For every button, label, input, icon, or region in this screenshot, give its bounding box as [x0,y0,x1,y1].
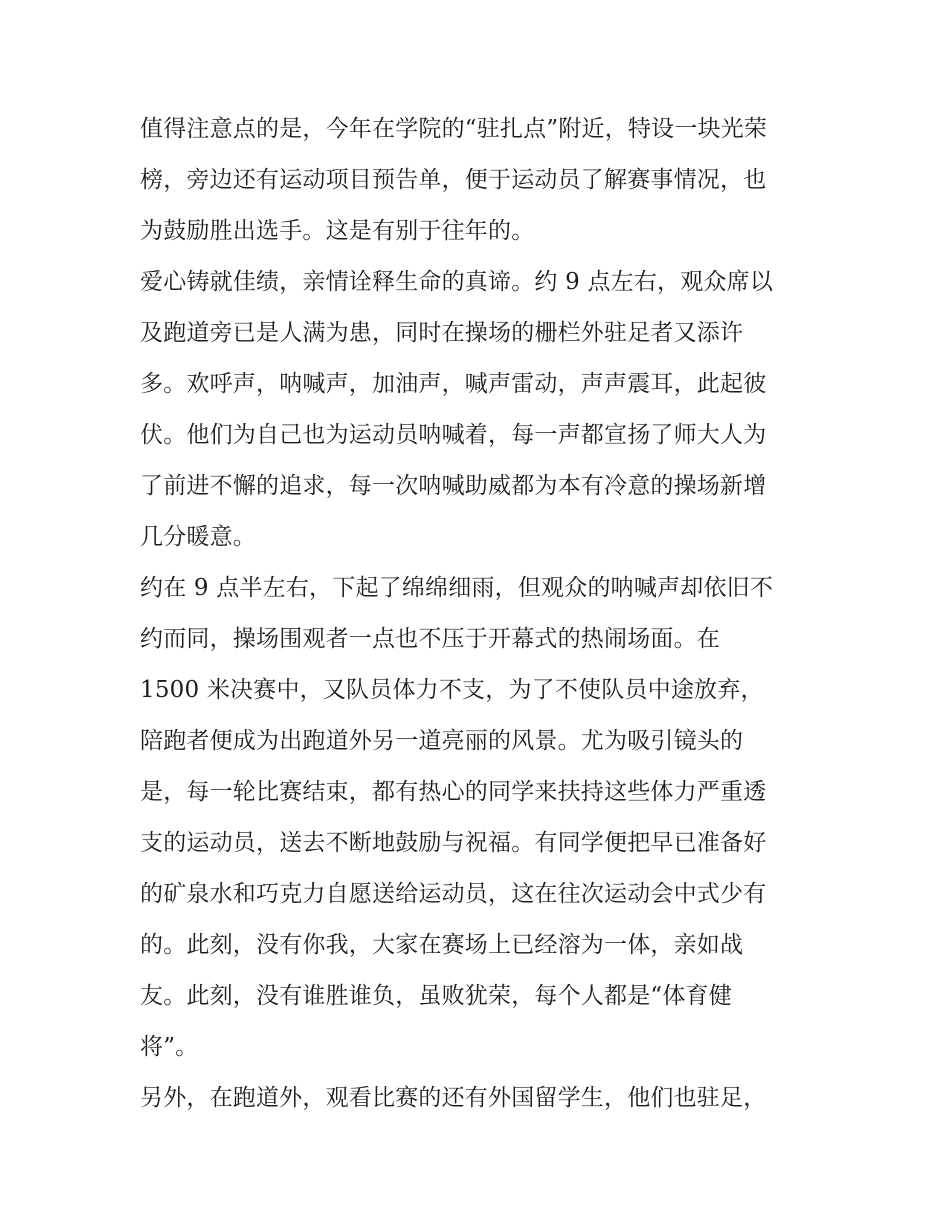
text-line: 爱心铸就佳绩，亲情诠释生命的真谛。约 9 点左右，观众席以 [140,269,774,295]
text-line: 值得注意点的是，今年在学院的“驻扎点”附近，特设一块光荣 [140,116,768,142]
paragraph-honor-board [140,104,820,257]
text-line: 1500 米决赛中，又队员体力不支，为了不使队员中途放弃， [140,677,764,703]
text-line: 几分暖意。 [140,524,256,550]
text-line: 是，每一轮比赛结束，都有热心的同学来扶持这些体力严重透 [140,779,767,805]
text-line: 多。欢呼声，呐喊声，加油声，喊声雷动，声声震耳，此起彼 [140,371,767,397]
text-line: 另外，在跑道外，观看比赛的还有外国留学生，他们也驻足， [140,1085,767,1111]
text-line: 伏。他们为自己也为运动员呐喊着，每一声都宣扬了师大人为 [140,422,767,448]
text-line: 约在 9 点半左右，下起了绵绵细雨，但观众的呐喊声却依旧不 [140,575,774,601]
article-body [140,104,820,1124]
text-line: 的矿泉水和巧克力自愿送给运动员，这在往次运动会中式少有 [140,881,767,907]
paragraph-rain-and-finals [140,563,820,1073]
paragraph-love-and-achievement [140,257,820,563]
text-line: 的。此刻，没有你我，大家在赛场上已经溶为一体，亲如战 [140,932,744,958]
text-line: 陪跑者便成为出跑道外另一道亮丽的风景。尤为吸引镜头的 [140,728,744,754]
text-line: 将”。 [140,1034,199,1060]
text-line: 为鼓励胜出选手。这是有别于往年的。 [140,218,535,244]
text-line: 及跑道旁已是人满为患，同时在操场的栅栏外驻足者又添许 [140,320,744,346]
text-line: 友。此刻，没有谁胜谁负，虽败犹荣，每个人都是“体育健 [140,983,732,1009]
paragraph-foreign-students [140,1073,820,1124]
text-line: 榜，旁边还有运动项目预告单，便于运动员了解赛事情况，也 [140,167,767,193]
text-line: 支的运动员，送去不断地鼓励与祝福。有同学便把早已准备好 [140,830,767,856]
text-line: 了前进不懈的追求，每一次呐喊助威都为本有冷意的操场新增 [140,473,767,499]
text-line: 约而同，操场围观者一点也不压于开幕式的热闹场面。在 [140,626,720,652]
